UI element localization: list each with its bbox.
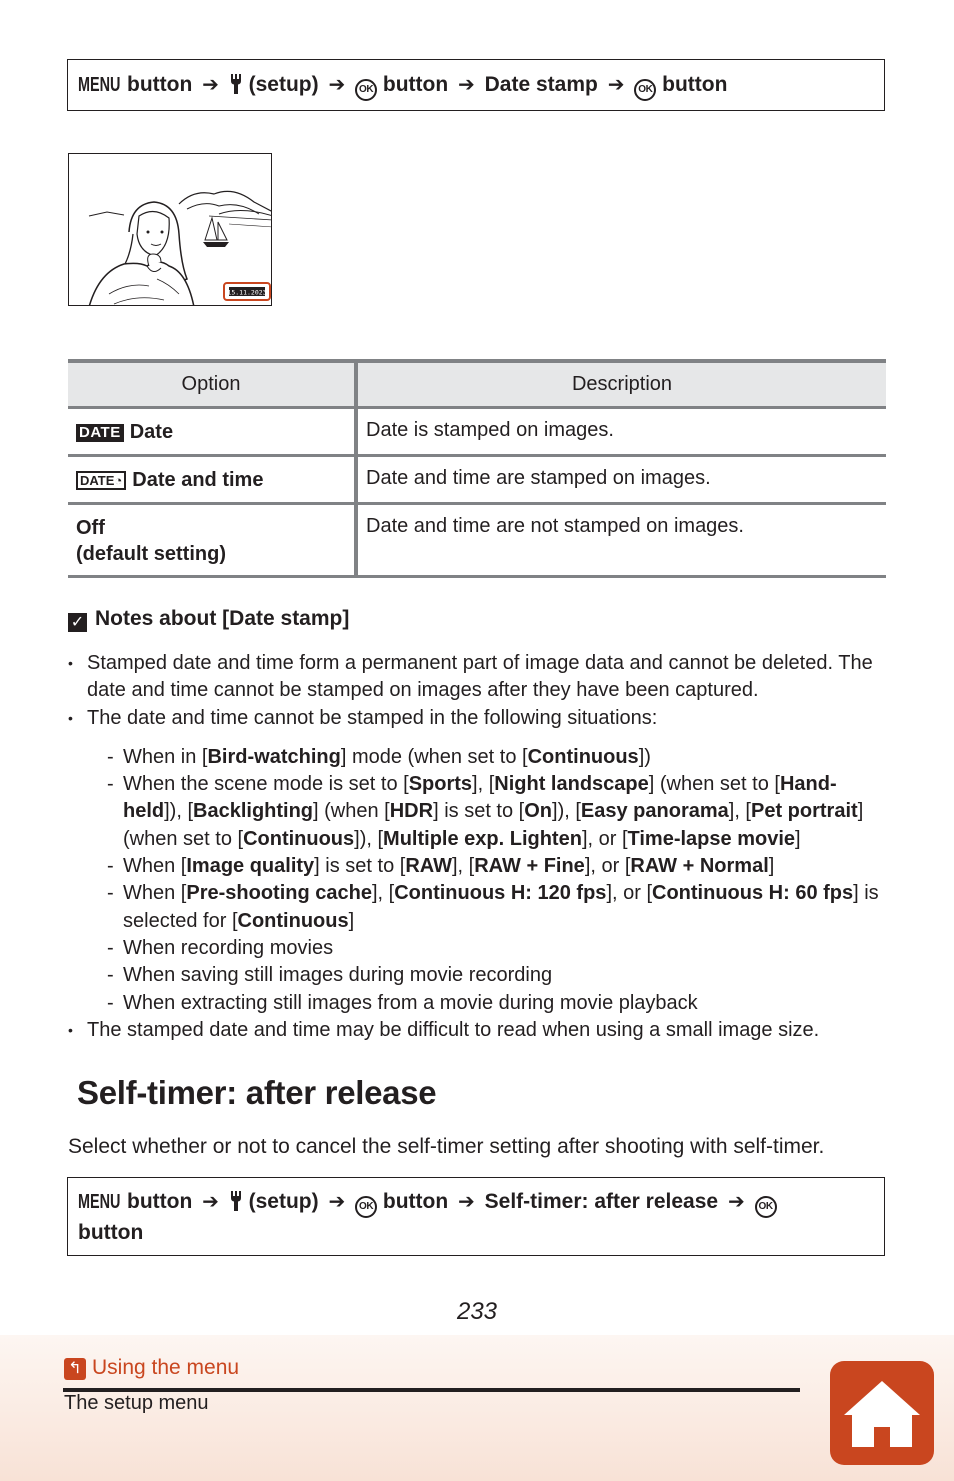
arrow-right-icon: ➔ (458, 1191, 475, 1213)
menu-button-icon: MENU (78, 74, 121, 96)
path-text: button (127, 1190, 193, 1213)
sub-list-item: - When the scene mode is set to [Sports], [Night landscape] (when set to [Hand-held]), [Backlighting] (when [HDR] is set to [On]), [Easy panorama], [Pet portrait] (when set to [Continuous]), [Multiple exp. Lighten], or [Time-lapse movie] (105, 771, 886, 853)
section-intro: Select whether or not to cancel the self-timer setting after shooting with self-timer. (68, 1135, 825, 1158)
notes-heading-text: Notes about [Date stamp] (95, 607, 350, 630)
path-text: button (662, 73, 728, 96)
date-stamp-options-table (68, 359, 886, 578)
arrow-right-icon: ➔ (202, 1191, 219, 1213)
menu-button-icon: MENU (78, 1191, 121, 1213)
illustration-drawing (69, 154, 272, 306)
option-label: Off (76, 517, 105, 539)
arrow-right-icon: ➔ (328, 74, 346, 96)
check-icon: ✓ (68, 613, 87, 632)
ok-button-icon: OK (634, 79, 656, 101)
arrow-right-icon: ➔ (458, 74, 475, 96)
column-header-description: Description (356, 361, 886, 408)
option-cell (68, 408, 356, 456)
footer-link-text: Using the menu (92, 1356, 240, 1379)
stamp-text: 15.11.2023 (227, 288, 267, 297)
option-cell (68, 456, 356, 504)
date-and-time-icon: DATE◔ (76, 471, 126, 490)
ok-button-icon: OK (355, 1196, 377, 1218)
menu-path-date-stamp (67, 59, 885, 111)
sub-list-item: - When recording movies (105, 935, 886, 962)
table-row (68, 504, 886, 577)
arrow-right-icon: ➔ (607, 74, 625, 96)
wrench-icon (229, 74, 243, 94)
sub-list (87, 744, 886, 1017)
path-text: (setup) (248, 1190, 319, 1213)
description-cell: Date and time are stamped on images. (356, 456, 886, 504)
path-text: button (127, 73, 193, 96)
sub-list-item: - When extracting still images from a movie during movie playback (105, 990, 886, 1017)
page-number: 233 (456, 1298, 498, 1325)
arrow-right-icon: ➔ (202, 74, 219, 96)
option-label: Date (129, 421, 174, 443)
arrow-right-icon: ➔ (727, 1191, 745, 1213)
footer-subtitle: The setup menu (64, 1392, 209, 1414)
option-label: Date and time (132, 469, 264, 491)
description-cell: Date is stamped on images. (356, 408, 886, 456)
sub-list-item: - When [Pre-shooting cache], [Continuous H: 120 fps], or [Continuous H: 60 fps] is selected for [Continuous] (105, 880, 886, 935)
table-header-row (68, 361, 886, 408)
section-title: Self-timer: after release (77, 1074, 437, 1111)
notes-body (68, 650, 886, 1044)
menu-path-self-timer (67, 1177, 885, 1256)
home-button[interactable] (830, 1361, 934, 1465)
ok-button-icon: OK (755, 1196, 777, 1218)
sub-list-item: - When [Image quality] is set to [RAW], [RAW + Fine], or [RAW + Normal] (105, 853, 886, 880)
sub-list-item: - When in [Bird-watching] mode (when set to [Continuous]) (105, 744, 886, 771)
using-the-menu-link[interactable] (64, 1356, 239, 1380)
path-text: (setup) (248, 73, 319, 96)
table-row (68, 456, 886, 504)
option-cell (68, 504, 356, 577)
home-icon (830, 1361, 934, 1465)
path-text: button (78, 1221, 144, 1244)
option-note: (default setting) (76, 543, 226, 565)
date-icon: DATE (76, 424, 124, 442)
path-text: Self-timer: after release (484, 1190, 719, 1213)
ok-button-icon: OK (355, 79, 377, 101)
back-arrow-icon: ↰ (64, 1358, 86, 1380)
path-text: button (382, 73, 449, 96)
sub-list-item: - When saving still images during movie recording (105, 962, 886, 989)
list-item-text: The date and time cannot be stamped in the following situations: (87, 706, 658, 729)
list-item (68, 705, 886, 1017)
table-row (68, 408, 886, 456)
description-cell: Date and time are not stamped on images. (356, 504, 886, 577)
path-text: button (382, 1190, 449, 1213)
list-item: • The stamped date and time may be difficult to read when using a small image size. (68, 1017, 886, 1044)
path-text: Date stamp (484, 73, 598, 96)
date-stamp-illustration (68, 153, 272, 306)
arrow-right-icon: ➔ (328, 1191, 346, 1213)
column-header-option: Option (68, 361, 356, 408)
notes-heading (68, 607, 349, 632)
list-item: • Stamped date and time form a permanent part of image data and cannot be deleted. The date and time cannot be stamped on images after they have been captured. (68, 650, 886, 705)
wrench-icon (229, 1191, 243, 1211)
